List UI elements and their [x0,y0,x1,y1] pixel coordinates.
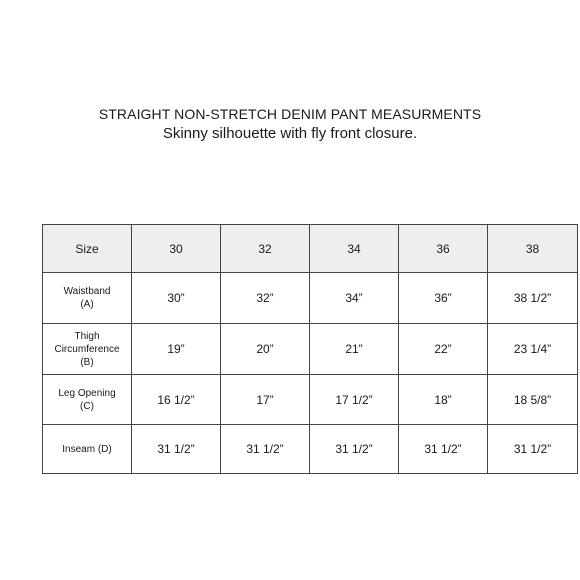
page-subtitle: Skinny silhouette with fly front closure. [162,125,418,142]
table-cell: 21” [310,324,399,375]
header-cell-size: 36 [399,225,488,273]
table-cell: 31 1/2” [221,425,310,474]
row-label-line: (C) [80,400,94,412]
table-cell: 31 1/2” [132,425,221,474]
table-cell: 31 1/2” [399,425,488,474]
row-label-line: (A) [80,299,94,310]
row-label-line: Inseam (D) [62,443,112,455]
table-cell: 34” [310,273,399,324]
table-cell: 36” [399,273,488,324]
header-cell-size: 30 [132,225,221,273]
row-label-waistband [43,273,132,324]
table-cell: 31 1/2” [488,425,578,474]
row-label-line: Leg Opening [58,387,116,399]
table-cell: 31 1/2” [310,425,399,474]
header-cell-size: 32 [221,225,310,273]
header-cell-size: 34 [310,225,399,273]
row-label-line: Thigh [74,330,100,342]
size-chart-table [42,224,578,474]
table-row-waistband [43,273,578,324]
table-row-inseam [43,425,578,474]
table-header-row [43,225,578,273]
table-cell: 20” [221,324,310,375]
table-cell: 32” [221,273,310,324]
row-label-line: (B) [80,356,94,368]
table-cell: 38 1/2” [488,273,578,324]
table-cell: 30” [132,273,221,324]
title-block [0,104,580,144]
table-cell: 17 1/2” [310,375,399,425]
page-title: STRAIGHT NON-STRETCH DENIM PANT MEASURMENTS [98,106,482,122]
row-label-thigh [43,324,132,375]
table-cell: 23 1/4” [488,324,578,375]
row-label-leg-opening [43,375,132,425]
table-row-thigh [43,324,578,375]
table-cell: 18 5/8” [488,375,578,425]
table-cell: 16 1/2” [132,375,221,425]
row-label-line: Waistband [63,286,111,297]
table-cell: 18” [399,375,488,425]
header-cell-size-label: Size [43,225,132,273]
table-cell: 22” [399,324,488,375]
table-cell: 19” [132,324,221,375]
table-cell: 17” [221,375,310,425]
header-cell-size: 38 [488,225,578,273]
row-label-line: Circumference [54,343,120,355]
table-row-leg-opening [43,375,578,425]
row-label-inseam [43,425,132,474]
